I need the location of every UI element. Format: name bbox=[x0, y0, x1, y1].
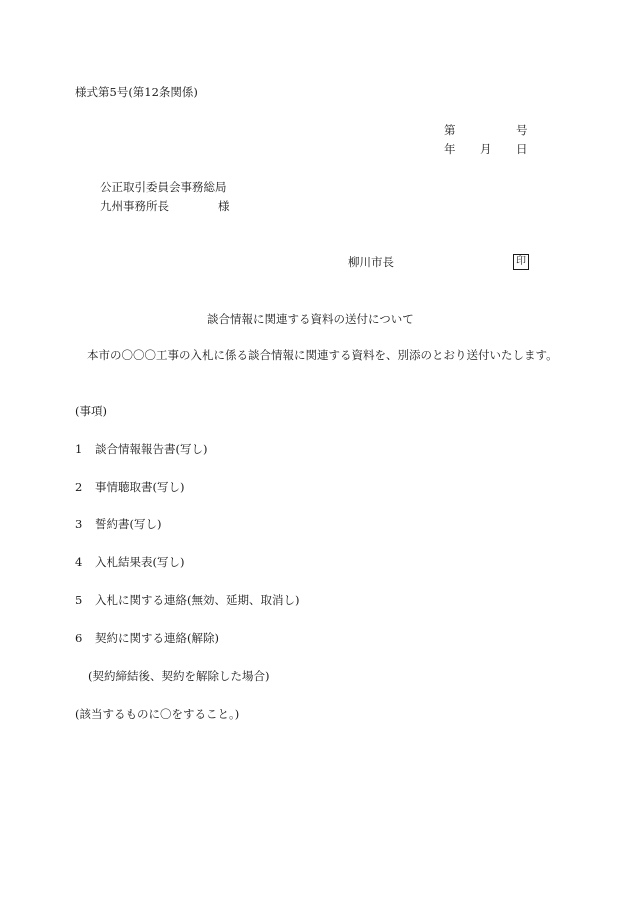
addressee-organization: 公正取引委員会事務総局 bbox=[100, 180, 227, 194]
item-text: 入札結果表(写し) bbox=[95, 555, 185, 569]
date-year: 年 bbox=[444, 142, 456, 156]
date-month: 月 bbox=[480, 142, 492, 156]
body-paragraph: 本市の〇〇〇工事の入札に係る談合情報に関連する資料を、別添のとおり送付いたします。 bbox=[87, 348, 558, 362]
item-text: 談合情報報告書(写し) bbox=[95, 442, 208, 456]
item6-note: (契約締結後、契約を解除した場合) bbox=[88, 669, 270, 683]
form-label: 様式第5号(第12条関係) bbox=[75, 85, 198, 99]
item-number: 5 bbox=[75, 593, 83, 607]
item-number: 3 bbox=[75, 517, 83, 531]
item-number: 4 bbox=[75, 555, 83, 569]
items-heading: (事項) bbox=[75, 404, 107, 418]
item-number: 6 bbox=[75, 631, 83, 645]
footnote: (該当するものに〇をすること。) bbox=[75, 707, 240, 721]
item-text: 誓約書(写し) bbox=[95, 517, 162, 531]
seal-stamp: 印 bbox=[513, 254, 529, 270]
item-text: 事情聴取書(写し) bbox=[95, 480, 185, 494]
item-text: 契約に関する連絡(解除) bbox=[95, 631, 219, 645]
document-subject: 談合情報に関連する資料の送付について bbox=[207, 312, 414, 326]
sender-title: 柳川市長 bbox=[348, 255, 394, 269]
item-number: 2 bbox=[75, 480, 83, 494]
doc-number-suffix: 号 bbox=[516, 123, 528, 137]
item-text: 入札に関する連絡(無効、延期、取消し) bbox=[95, 593, 300, 607]
addressee-name: 九州事務所長 bbox=[100, 199, 169, 213]
addressee-honorific: 様 bbox=[218, 199, 230, 213]
date-day: 日 bbox=[516, 142, 528, 156]
item-number: 1 bbox=[75, 442, 83, 456]
doc-number-prefix: 第 bbox=[444, 123, 456, 137]
